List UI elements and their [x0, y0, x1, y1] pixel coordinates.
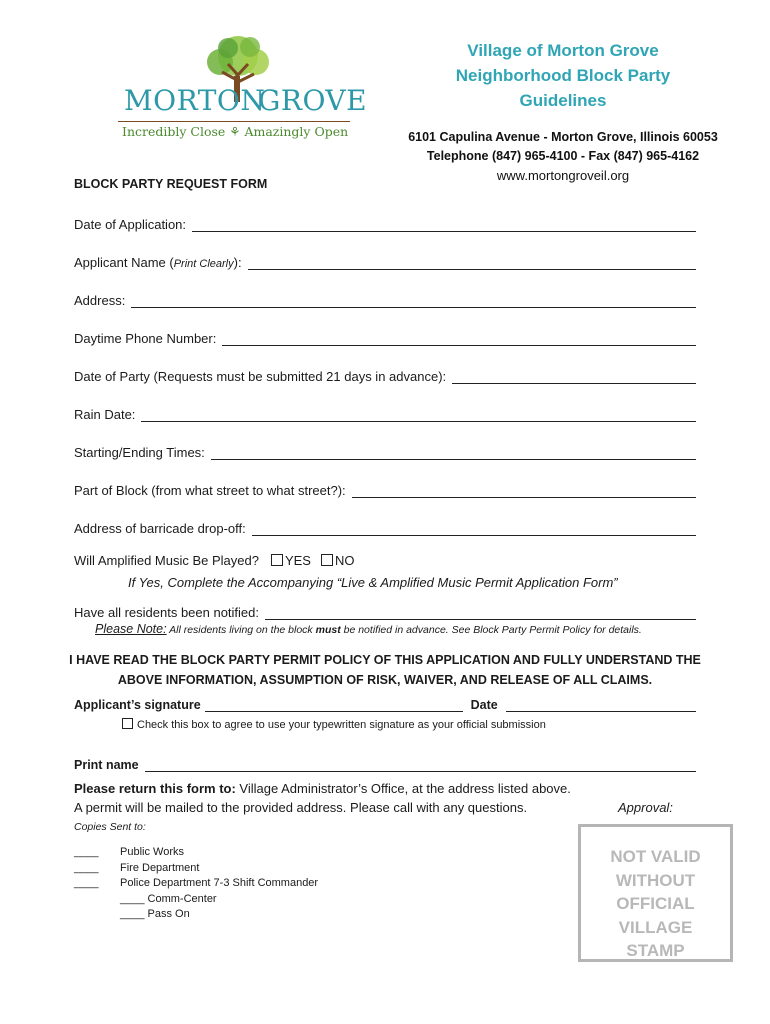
copies-sent-label: Copies Sent to: [74, 821, 146, 833]
print-name-label: Print name [74, 758, 139, 772]
field-label: Applicant Name ( [74, 255, 174, 270]
logo-divider [118, 121, 350, 122]
part-of-block-field[interactable] [74, 478, 696, 498]
stamp-line: NOT VALID [610, 847, 701, 866]
rain-date-field[interactable] [74, 402, 696, 422]
field-label: Date of Party (Requests must be submitted 21 days in advance): [74, 369, 447, 384]
list-item [74, 876, 318, 892]
input-line[interactable] [252, 521, 696, 536]
copy-label: Fire Department [120, 861, 200, 874]
input-line[interactable] [131, 293, 696, 308]
field-label: Daytime Phone Number: [74, 331, 217, 346]
contact-block [390, 128, 736, 185]
list-item [74, 861, 318, 877]
note-emphasis: must [315, 624, 341, 636]
input-line[interactable] [211, 445, 696, 460]
date-of-application-field[interactable] [74, 212, 696, 232]
field-label: Address: [74, 293, 126, 308]
date-of-party-field[interactable] [74, 364, 696, 384]
signature-row [74, 697, 696, 712]
yes-label: YES [284, 553, 311, 568]
applicant-name-field[interactable] [74, 250, 696, 270]
logo-word-morton: MORTON [124, 84, 266, 117]
copy-blank[interactable]: ____ [74, 846, 99, 858]
approval-label: Approval: [618, 800, 673, 815]
signature-line[interactable] [205, 697, 463, 712]
title-line: Neighborhood Block Party [455, 66, 671, 85]
return-text: Village Administrator’s Office, at the address listed above. [235, 781, 571, 796]
sub-list-item: ____ Pass On [120, 908, 190, 920]
no-label: NO [334, 553, 355, 568]
field-label: Part of Block (from what street to what street?): [74, 483, 346, 498]
date-label: Date [470, 698, 498, 712]
input-line[interactable] [248, 255, 696, 270]
copy-label: Public Works [120, 846, 184, 858]
return-instructions [74, 781, 571, 796]
document-title [420, 38, 706, 113]
input-line[interactable] [222, 331, 696, 346]
field-label: Date of Application: [74, 217, 187, 232]
barricade-address-field[interactable] [74, 516, 696, 536]
input-line[interactable] [141, 407, 696, 422]
title-line: Guidelines [519, 91, 607, 110]
website-link[interactable]: www.mortongroveil.org [496, 168, 630, 183]
print-name-field[interactable] [74, 752, 696, 772]
note-text-end: be notified in advance. See Block Party Permit Policy for details. [340, 624, 642, 636]
daytime-phone-field[interactable] [74, 326, 696, 346]
field-label-end: ): [233, 255, 242, 270]
stamp-line: WITHOUT [615, 870, 696, 890]
phone-text: Telephone (847) 965-4100 - Fax (847) 965-4162 [426, 149, 700, 163]
typed-signature-checkbox[interactable] [122, 718, 133, 729]
copy-blank[interactable]: ____ [74, 877, 99, 889]
times-field[interactable] [74, 440, 696, 460]
music-permit-note: If Yes, Complete the Accompanying “Live & Amplified Music Permit Application Form” [128, 575, 618, 590]
return-label: Please return this form to: [74, 781, 236, 796]
field-label: Starting/Ending Times: [74, 445, 205, 460]
input-line[interactable] [265, 605, 696, 620]
permit-mail-note: A permit will be mailed to the provided address. Please call with any questions. [74, 800, 528, 815]
title-line: Village of Morton Grove [467, 41, 659, 60]
residents-notified-field[interactable] [74, 600, 696, 620]
amplified-music-question [74, 553, 354, 568]
date-line[interactable] [506, 697, 696, 712]
stamp-line: STAMP [626, 941, 685, 960]
stamp-line: OFFICIAL [616, 894, 695, 913]
official-stamp-box [578, 824, 733, 962]
typed-signature-option [122, 718, 546, 731]
field-hint: Print Clearly [173, 258, 234, 270]
address-field[interactable] [74, 288, 696, 308]
stamp-line: VILLAGE [618, 917, 693, 937]
note-text: All residents living on the block [166, 624, 316, 636]
logo-tagline: Incredibly Close ⚘ Amazingly Open [122, 124, 349, 139]
list-item [74, 845, 318, 861]
please-note-label: Please Note: [95, 622, 167, 636]
input-line[interactable] [452, 369, 696, 384]
field-label: Have all residents been notified: [74, 605, 260, 620]
form-title: BLOCK PARTY REQUEST FORM [74, 177, 268, 191]
question-label: Will Amplified Music Be Played? [74, 553, 259, 568]
please-note [95, 622, 642, 636]
input-line[interactable] [192, 217, 696, 232]
address-text: 6101 Capulina Avenue - Morton Grove, Illinois 60053 [408, 130, 718, 144]
field-label: Rain Date: [74, 407, 136, 422]
typed-signature-label: Check this box to agree to use your typewritten signature as your official submission [137, 719, 546, 731]
copy-blank[interactable]: ____ [74, 861, 99, 874]
input-line[interactable] [145, 757, 696, 772]
input-line[interactable] [352, 483, 696, 498]
morton-grove-logo [118, 34, 368, 144]
signature-label: Applicant’s signature [74, 698, 201, 712]
copies-list [74, 845, 318, 923]
copy-label: Police Department 7-3 Shift Commander [120, 877, 319, 889]
logo-word-grove: GROVE [258, 84, 368, 117]
certification-statement: I HAVE READ THE BLOCK PARTY PERMIT POLICY OF THIS APPLICATION AND FULLY UNDERSTAND THE ABOVE INFORMATION, ASSUMPTION OF RISK, WAIVER, AND RELEASE OF ALL CLAIMS. [69, 653, 701, 687]
no-checkbox[interactable] [321, 554, 333, 566]
sub-list-item: ____ Comm-Center [120, 892, 217, 905]
field-label: Address of barricade drop-off: [74, 521, 246, 536]
yes-checkbox[interactable] [271, 554, 283, 566]
